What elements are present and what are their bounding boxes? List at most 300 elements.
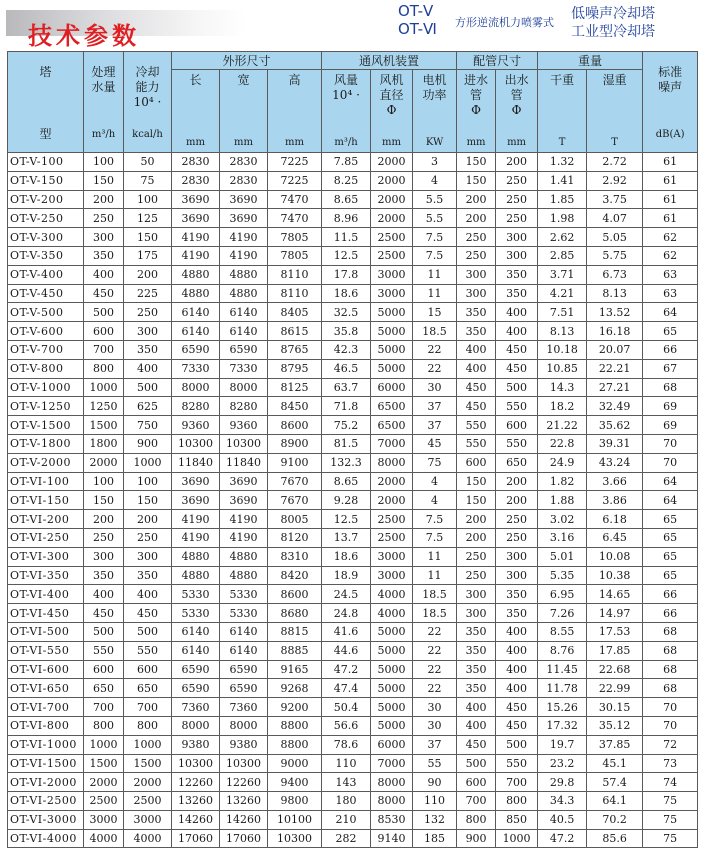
table-cell: 61 <box>643 153 698 172</box>
table-cell: 46.5 <box>322 359 371 378</box>
table-cell: 37.85 <box>587 735 643 754</box>
table-cell: 1500 <box>84 754 124 773</box>
table-cell: 3000 <box>124 810 172 829</box>
table-cell: 700 <box>84 698 124 717</box>
table-cell: 9100 <box>268 453 322 472</box>
header-label-line: 直径 <box>379 88 404 102</box>
table-cell: 200 <box>84 190 124 209</box>
model-cell: OT-VI-400 <box>8 585 84 604</box>
table-cell: 4000 <box>124 829 172 848</box>
table-cell: 9400 <box>268 773 322 792</box>
table-cell: 550 <box>457 434 496 453</box>
table-cell: 2830 <box>172 171 220 190</box>
table-cell: 1000 <box>84 735 124 754</box>
table-cell: 12260 <box>220 773 268 792</box>
header-label-line: 进水 <box>464 73 489 87</box>
table-cell: 14260 <box>172 810 220 829</box>
header-label-line: Φ <box>386 103 397 117</box>
table-cell: 11840 <box>220 453 268 472</box>
table-cell: 5.35 <box>538 566 587 585</box>
table-cell: 150 <box>457 491 496 510</box>
table-cell: 47.2 <box>322 660 371 679</box>
table-cell: 7670 <box>268 491 322 510</box>
header-cell-top <box>268 73 321 88</box>
table-cell: 2500 <box>124 792 172 811</box>
table-cell: 17.8 <box>322 265 371 284</box>
table-cell: 65 <box>643 566 698 585</box>
table-row <box>8 359 698 378</box>
group-dimensions: 外形尺寸 <box>172 52 322 70</box>
model-cell: OT-VI-300 <box>8 547 84 566</box>
header-cell-air <box>322 70 370 150</box>
table-cell: 30 <box>413 698 457 717</box>
table-cell: 7225 <box>268 153 322 172</box>
table-cell: 350 <box>457 660 496 679</box>
table-row <box>8 604 698 623</box>
table-cell: 6.73 <box>587 265 643 284</box>
table-cell: 72 <box>643 735 698 754</box>
table-cell: 8765 <box>268 340 322 359</box>
table-row <box>8 397 698 416</box>
table-row <box>8 510 698 529</box>
table-cell: 7.5 <box>413 246 457 265</box>
table-cell: 1250 <box>84 397 124 416</box>
group-weight: 重量 <box>538 52 643 70</box>
table-cell: 2500 <box>371 246 413 265</box>
table-cell: 63 <box>643 284 698 303</box>
table-cell: 900 <box>124 434 172 453</box>
table-cell: 625 <box>124 397 172 416</box>
table-cell: 63 <box>643 265 698 284</box>
table-cell: 10.18 <box>538 340 587 359</box>
header-label-line: 风机 <box>379 73 404 87</box>
table-cell: 22.99 <box>587 679 643 698</box>
table-cell: 7.5 <box>413 228 457 247</box>
table-cell: 8005 <box>268 510 322 529</box>
table-row <box>8 153 698 172</box>
table-cell: 63.7 <box>322 378 371 397</box>
table-cell: 29.8 <box>538 773 587 792</box>
table-cell: 16.18 <box>587 322 643 341</box>
table-row <box>8 735 698 754</box>
table-cell: 8.55 <box>538 622 587 641</box>
table-cell: 6500 <box>371 416 413 435</box>
table-cell: 9.28 <box>322 491 371 510</box>
table-cell: 75 <box>124 171 172 190</box>
table-cell: 450 <box>84 604 124 623</box>
model-cell: OT-VI-1500 <box>8 754 84 773</box>
page-header <box>0 0 705 50</box>
table-cell: 3.16 <box>538 528 587 547</box>
table-cell: 700 <box>84 340 124 359</box>
table-cell: 75 <box>413 453 457 472</box>
table-cell: 6590 <box>172 660 220 679</box>
header-cell-wet <box>587 70 642 150</box>
table-cell: 400 <box>457 359 496 378</box>
group-pipe: 配管尺寸 <box>457 52 538 70</box>
table-cell: 4000 <box>84 829 124 848</box>
table-cell: 350 <box>457 322 496 341</box>
table-cell: 40.5 <box>538 810 587 829</box>
table-cell: 17.32 <box>538 716 587 735</box>
table-cell: 3.86 <box>587 491 643 510</box>
header-unit-label: mm <box>507 137 527 148</box>
table-cell: 10.85 <box>538 359 587 378</box>
table-cell: 250 <box>457 246 496 265</box>
table-cell: 11 <box>413 566 457 585</box>
col-wet-weight <box>587 70 643 153</box>
table-cell: 75 <box>643 829 698 848</box>
col-motor-power <box>413 70 457 153</box>
table-cell: 300 <box>124 322 172 341</box>
table-cell: 8.13 <box>587 284 643 303</box>
col-length <box>172 70 220 153</box>
table-cell: 47.4 <box>322 679 371 698</box>
header-cell-model <box>8 62 83 142</box>
table-cell: 7.26 <box>538 604 587 623</box>
table-cell: 13.7 <box>322 528 371 547</box>
table-cell: 6590 <box>172 679 220 698</box>
table-cell: 250 <box>496 171 538 190</box>
table-cell: 400 <box>496 660 538 679</box>
table-cell: 85.6 <box>587 829 643 848</box>
table-cell: 450 <box>496 698 538 717</box>
header-label-line: 标准 <box>658 65 683 79</box>
table-cell: 750 <box>124 416 172 435</box>
table-cell: 5.5 <box>413 209 457 228</box>
table-cell: 64 <box>643 472 698 491</box>
table-cell: 68 <box>643 641 698 660</box>
table-cell: 11.45 <box>538 660 587 679</box>
table-cell: 17.85 <box>587 641 643 660</box>
table-cell: 100 <box>84 472 124 491</box>
table-cell: 6590 <box>220 340 268 359</box>
table-cell: 35.12 <box>587 716 643 735</box>
table-cell: 350 <box>457 622 496 641</box>
table-row <box>8 171 698 190</box>
header-cell-outlet <box>496 70 537 150</box>
table-cell: 250 <box>496 209 538 228</box>
header-cell-width <box>220 70 267 150</box>
table-cell: 7470 <box>268 190 322 209</box>
table-cell: 8600 <box>268 585 322 604</box>
table-cell: 300 <box>124 547 172 566</box>
table-cell: 9200 <box>268 698 322 717</box>
table-cell: 350 <box>124 340 172 359</box>
table-cell: 2500 <box>371 510 413 529</box>
header-label-line: 管 <box>470 88 483 102</box>
table-cell: 30 <box>413 378 457 397</box>
table-cell: 500 <box>457 754 496 773</box>
table-cell: 8.65 <box>322 190 371 209</box>
table-cell: 150 <box>124 228 172 247</box>
table-cell: 5.75 <box>587 246 643 265</box>
table-cell: 8000 <box>172 378 220 397</box>
table-cell: 39.31 <box>587 434 643 453</box>
table-cell: 8.65 <box>322 472 371 491</box>
table-cell: 2830 <box>220 171 268 190</box>
table-cell: 8.25 <box>322 171 371 190</box>
header-cell-dry <box>538 70 586 150</box>
model-cell: OT-V-250 <box>8 209 84 228</box>
table-cell: 3 <box>413 153 457 172</box>
table-cell: 450 <box>496 716 538 735</box>
model-cell: OT-V-1500 <box>8 416 84 435</box>
table-cell: 10300 <box>268 829 322 848</box>
table-cell: 67 <box>643 359 698 378</box>
table-cell: 45.1 <box>587 754 643 773</box>
table-cell: 66 <box>643 604 698 623</box>
table-cell: 5.01 <box>538 547 587 566</box>
table-cell: 8310 <box>268 547 322 566</box>
table-cell: 110 <box>322 754 371 773</box>
table-cell: 600 <box>84 660 124 679</box>
model-cell: OT-VI-4000 <box>8 829 84 848</box>
table-cell: 14.65 <box>587 585 643 604</box>
header-unit-label: dB(A) <box>655 129 685 140</box>
table-cell: 10.08 <box>587 547 643 566</box>
table-cell: 75 <box>643 810 698 829</box>
col-dry-weight <box>538 70 587 153</box>
table-cell: 500 <box>496 735 538 754</box>
product-subtitle: 方形逆流机力喷雾式 <box>455 16 554 29</box>
table-cell: 68 <box>643 622 698 641</box>
table-cell: 400 <box>457 340 496 359</box>
table-cell: 350 <box>496 284 538 303</box>
table-cell: 180 <box>322 792 371 811</box>
table-cell: 3690 <box>172 209 220 228</box>
header-label-line: Φ <box>511 103 522 117</box>
table-cell: 400 <box>84 265 124 284</box>
table-cell: 7470 <box>268 209 322 228</box>
col-outlet-pipe <box>496 70 538 153</box>
table-cell: 18.6 <box>322 547 371 566</box>
table-cell: 8.76 <box>538 641 587 660</box>
table-cell: 150 <box>457 472 496 491</box>
table-cell: 18.6 <box>322 284 371 303</box>
table-cell: 7225 <box>268 171 322 190</box>
table-cell: 64.1 <box>587 792 643 811</box>
col-air-volume <box>322 70 371 153</box>
table-cell: 6590 <box>172 340 220 359</box>
table-cell: 9360 <box>172 416 220 435</box>
header-unit-label: T <box>558 137 566 148</box>
table-cell: 2500 <box>371 528 413 547</box>
table-cell: 250 <box>457 228 496 247</box>
header-label-line: 能力 <box>135 80 160 94</box>
table-cell: 4 <box>413 491 457 510</box>
table-cell: 3.66 <box>587 472 643 491</box>
table-cell: 3000 <box>371 547 413 566</box>
table-cell: 200 <box>124 510 172 529</box>
table-cell: 100 <box>124 190 172 209</box>
table-cell: 6140 <box>220 303 268 322</box>
table-cell: 3.71 <box>538 265 587 284</box>
table-cell: 4000 <box>371 604 413 623</box>
table-cell: 8680 <box>268 604 322 623</box>
table-cell: 8000 <box>371 792 413 811</box>
table-cell: 200 <box>496 472 538 491</box>
col-capacity <box>124 52 172 153</box>
table-cell: 6140 <box>172 622 220 641</box>
table-cell: 4190 <box>172 528 220 547</box>
table-cell: 1.41 <box>538 171 587 190</box>
table-cell: 10300 <box>220 434 268 453</box>
header-cell-top <box>643 65 697 95</box>
table-cell: 11.5 <box>322 228 371 247</box>
table-cell: 250 <box>496 528 538 547</box>
model-cell: OT-VI-550 <box>8 641 84 660</box>
header-cell-top <box>496 73 537 118</box>
table-cell: 4.21 <box>538 284 587 303</box>
table-cell: 100 <box>84 153 124 172</box>
table-cell: 500 <box>124 378 172 397</box>
table-cell: 22 <box>413 641 457 660</box>
table-cell: 2000 <box>84 453 124 472</box>
table-cell: 210 <box>322 810 371 829</box>
header-cell-length <box>172 70 219 150</box>
model-cell: OT-VI-1000 <box>8 735 84 754</box>
table-cell: 50 <box>124 153 172 172</box>
table-cell: 8000 <box>220 378 268 397</box>
table-row <box>8 472 698 491</box>
table-cell: 14.3 <box>538 378 587 397</box>
table-cell: 64 <box>643 491 698 510</box>
header-cell-fan_dia <box>371 70 412 150</box>
table-cell: 4880 <box>172 547 220 566</box>
table-cell: 9800 <box>268 792 322 811</box>
table-cell: 700 <box>457 792 496 811</box>
table-cell: 9380 <box>220 735 268 754</box>
table-cell: 18.2 <box>538 397 587 416</box>
model-cell: OT-VI-450 <box>8 604 84 623</box>
header-unit-label: T <box>611 137 618 148</box>
table-cell: 5000 <box>371 622 413 641</box>
table-cell: 7330 <box>220 359 268 378</box>
table-cell: 8795 <box>268 359 322 378</box>
table-cell: 6.95 <box>538 585 587 604</box>
table-cell: 2000 <box>371 153 413 172</box>
header-label-line: 电机 <box>422 73 447 87</box>
table-cell: 30.15 <box>587 698 643 717</box>
table-cell: 350 <box>84 566 124 585</box>
header-cell-top <box>8 65 83 80</box>
header-label-line: Φ <box>471 103 481 117</box>
table-cell: 250 <box>84 209 124 228</box>
table-cell: 12260 <box>172 773 220 792</box>
table-cell: 8280 <box>172 397 220 416</box>
table-cell: 8405 <box>268 303 322 322</box>
table-cell: 11.78 <box>538 679 587 698</box>
col-inlet-pipe <box>457 70 496 153</box>
table-cell: 66 <box>643 585 698 604</box>
table-cell: 1.32 <box>538 153 587 172</box>
table-cell: 1.88 <box>538 491 587 510</box>
table-cell: 65 <box>643 510 698 529</box>
table-cell: 6140 <box>172 641 220 660</box>
table-cell: 65 <box>643 547 698 566</box>
header-label-line: 高 <box>288 73 301 87</box>
table-cell: 10300 <box>220 754 268 773</box>
table-row <box>8 679 698 698</box>
table-cell: 9140 <box>371 829 413 848</box>
table-cell: 32.5 <box>322 303 371 322</box>
header-cell-top <box>413 73 456 103</box>
table-cell: 5000 <box>371 340 413 359</box>
table-cell: 15.26 <box>538 698 587 717</box>
table-cell: 450 <box>84 284 124 303</box>
table-cell: 12.5 <box>322 246 371 265</box>
table-cell: 400 <box>124 359 172 378</box>
table-cell: 64 <box>643 303 698 322</box>
header-label-line: 长 <box>189 73 202 87</box>
table-cell: 73 <box>643 754 698 773</box>
table-cell: 100 <box>124 472 172 491</box>
table-cell: 350 <box>496 604 538 623</box>
model-cell: OT-V-500 <box>8 303 84 322</box>
table-cell: 225 <box>124 284 172 303</box>
table-cell: 8000 <box>371 453 413 472</box>
table-cell: 24.5 <box>322 585 371 604</box>
table-cell: 7360 <box>220 698 268 717</box>
table-cell: 350 <box>124 566 172 585</box>
table-cell: 10.38 <box>587 566 643 585</box>
table-row <box>8 340 698 359</box>
table-row <box>8 284 698 303</box>
table-cell: 5330 <box>220 604 268 623</box>
table-cell: 4880 <box>220 265 268 284</box>
table-cell: 250 <box>496 190 538 209</box>
table-cell: 78.6 <box>322 735 371 754</box>
table-cell: 3690 <box>220 472 268 491</box>
table-cell: 6140 <box>220 641 268 660</box>
table-cell: 74 <box>643 773 698 792</box>
table-cell: 350 <box>457 303 496 322</box>
header-unit-label: mm <box>186 137 205 148</box>
table-cell: 150 <box>84 171 124 190</box>
table-cell: 550 <box>84 641 124 660</box>
table-cell: 200 <box>457 209 496 228</box>
table-cell: 4 <box>413 171 457 190</box>
table-cell: 200 <box>457 190 496 209</box>
table-cell: 24.9 <box>538 453 587 472</box>
table-cell: 2000 <box>84 773 124 792</box>
table-cell: 3690 <box>172 190 220 209</box>
table-cell: 55 <box>413 754 457 773</box>
table-cell: 4190 <box>220 228 268 247</box>
table-cell: 450 <box>457 378 496 397</box>
spec-table <box>7 51 698 848</box>
header-unit-label: mm <box>234 137 253 148</box>
header-cell-top <box>457 73 495 118</box>
model-cell: OT-V-800 <box>8 359 84 378</box>
table-cell: 27.21 <box>587 378 643 397</box>
header-unit-label: mm <box>382 137 402 148</box>
table-cell: 4880 <box>172 265 220 284</box>
table-cell: 45 <box>413 434 457 453</box>
table-cell: 23.2 <box>538 754 587 773</box>
table-cell: 62 <box>643 246 698 265</box>
model-cell: OT-V-450 <box>8 284 84 303</box>
table-cell: 6140 <box>220 322 268 341</box>
table-cell: 1000 <box>124 735 172 754</box>
table-cell: 6590 <box>220 679 268 698</box>
table-cell: 2830 <box>220 153 268 172</box>
table-cell: 15 <box>413 303 457 322</box>
table-row <box>8 716 698 735</box>
table-cell: 450 <box>496 340 538 359</box>
table-cell: 1000 <box>84 378 124 397</box>
